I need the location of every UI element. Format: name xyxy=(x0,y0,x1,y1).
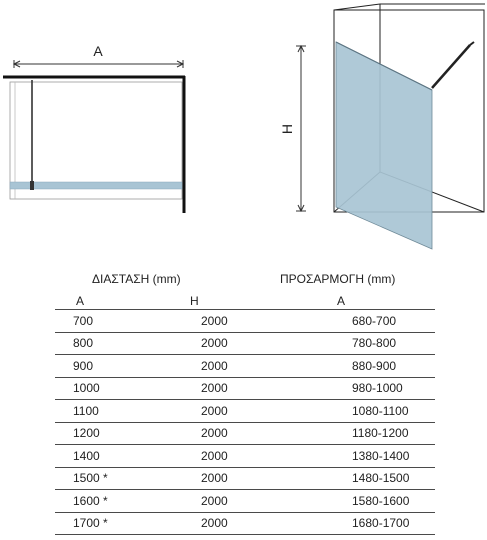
adjustment-header: ΠΡΟΣΑΡΜΟΓΗ (mm) xyxy=(280,272,396,286)
shower-diagrams xyxy=(0,0,487,265)
table-row xyxy=(55,422,435,445)
adjustment-cell: 1580-1600 xyxy=(304,490,435,513)
glass-panel-plan xyxy=(10,182,182,189)
width-cell: 700 xyxy=(55,310,201,333)
width-cell: 900 xyxy=(55,355,201,378)
column-width: A xyxy=(76,294,85,308)
adjustment-cell: 1180-1200 xyxy=(304,422,435,445)
height-cell: 2000 xyxy=(201,355,304,378)
width-cell: 1500 * xyxy=(55,467,201,490)
table-row xyxy=(55,355,435,378)
width-cell: 800 xyxy=(55,332,201,355)
table-row xyxy=(55,332,435,355)
glass-panel-perspective xyxy=(336,42,432,249)
adjustment-cell: 680-700 xyxy=(304,310,435,333)
width-label: A xyxy=(93,43,103,59)
height-cell: 2000 xyxy=(201,512,304,535)
height-cell: 2000 xyxy=(201,490,304,513)
adjustment-cell: 780-800 xyxy=(304,332,435,355)
room-outline xyxy=(10,82,182,199)
adjustment-cell: 880-900 xyxy=(304,355,435,378)
adjustment-cell: 980-1000 xyxy=(304,377,435,400)
width-cell: 1700 * xyxy=(55,512,201,535)
adjustment-cell: 1680-1700 xyxy=(304,512,435,535)
height-cell: 2000 xyxy=(201,400,304,423)
height-cell: 2000 xyxy=(201,422,304,445)
height-cell: 2000 xyxy=(201,467,304,490)
height-cell: 2000 xyxy=(201,332,304,355)
adjustment-cell: 1080-1100 xyxy=(304,400,435,423)
width-cell: 1400 xyxy=(55,445,201,468)
width-cell: 1100 xyxy=(55,400,201,423)
support-bar-perspective xyxy=(432,45,470,88)
height-label: H xyxy=(279,123,295,135)
height-cell: 2000 xyxy=(201,445,304,468)
perspective-view xyxy=(279,4,485,249)
table-row xyxy=(55,512,435,535)
height-cell: 2000 xyxy=(201,310,304,333)
table-row xyxy=(55,400,435,423)
adjustment-cell: 1380-1400 xyxy=(304,445,435,468)
column-adjustment: A xyxy=(337,294,346,308)
dimensions-table xyxy=(55,309,435,535)
height-cell: 2000 xyxy=(201,377,304,400)
column-height: H xyxy=(190,294,199,308)
width-cell: 1000 xyxy=(55,377,201,400)
table-row xyxy=(55,490,435,513)
table-row xyxy=(55,377,435,400)
width-cell: 1600 * xyxy=(55,490,201,513)
dimension-header: ΔΙΑΣΤΑΣΗ (mm) xyxy=(92,272,181,286)
table-row xyxy=(55,310,435,333)
table-row xyxy=(55,445,435,468)
width-dimension-line xyxy=(14,60,183,68)
width-cell: 1200 xyxy=(55,422,201,445)
plan-view xyxy=(3,43,185,213)
panel-clamp xyxy=(30,181,34,190)
height-dimension-line xyxy=(296,46,306,211)
table-row xyxy=(55,467,435,490)
adjustment-cell: 1480-1500 xyxy=(304,467,435,490)
